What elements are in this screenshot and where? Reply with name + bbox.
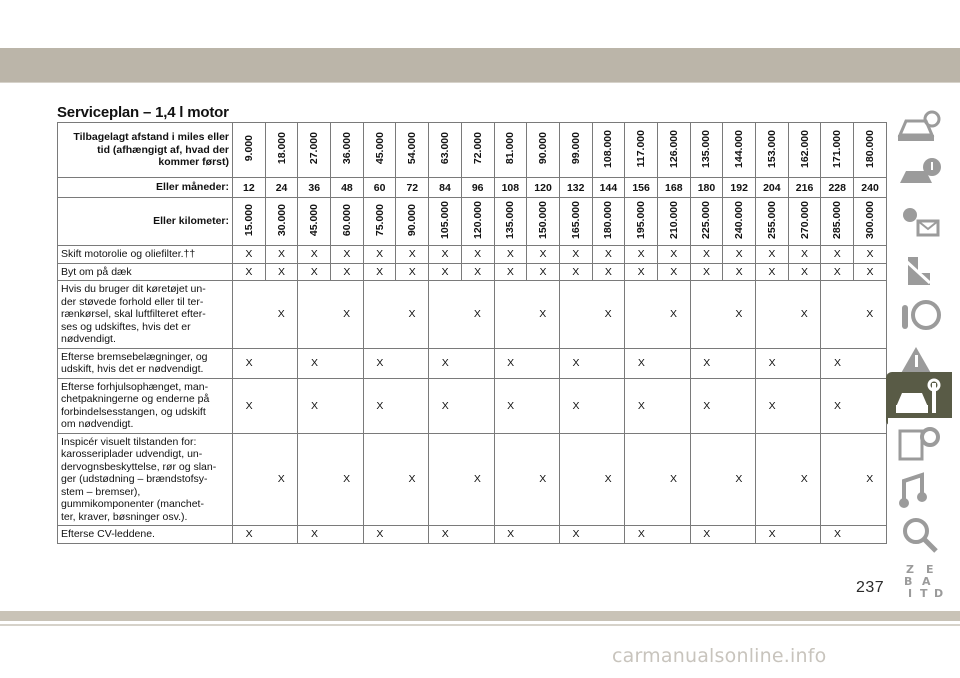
page-number: 237 (856, 579, 885, 596)
miles-value (690, 123, 723, 178)
service-mark: X (331, 433, 364, 526)
service-mark: X (756, 378, 789, 433)
service-mark: X (756, 263, 789, 281)
months-value: 144 (592, 178, 625, 198)
service-mark: X (592, 281, 625, 349)
svg-text:D: D (934, 587, 944, 600)
km-value (592, 198, 625, 246)
service-mark: X (821, 263, 854, 281)
service-mark (331, 526, 364, 544)
months-value: 48 (331, 178, 364, 198)
service-mark: X (494, 526, 527, 544)
service-row (58, 433, 887, 526)
service-mark: X (592, 246, 625, 264)
service-mark: X (788, 281, 821, 349)
km-value-text: 45.000 (308, 203, 321, 237)
service-mark (527, 348, 560, 378)
service-mark (396, 526, 429, 544)
watermark: carmanualsonline.info (612, 645, 827, 667)
miles-value-text: 135.000 (700, 129, 713, 168)
service-mark: X (690, 348, 723, 378)
top-rule (0, 82, 960, 83)
months-value: 96 (461, 178, 494, 198)
service-mark (821, 281, 854, 349)
svg-text:E: E (926, 563, 934, 576)
km-value-text: 255.000 (765, 201, 778, 239)
service-mark: X (461, 263, 494, 281)
service-mark: X (429, 246, 462, 264)
km-value-text: 135.000 (504, 201, 517, 239)
svg-text:Z: Z (906, 563, 914, 576)
service-row (58, 246, 887, 264)
service-mark: X (559, 246, 592, 264)
service-mark: X (625, 246, 658, 264)
service-mark (788, 526, 821, 544)
km-value-text: 150.000 (537, 201, 550, 239)
months-value: 180 (690, 178, 723, 198)
miles-value-text: 171.000 (831, 129, 844, 168)
service-row (58, 263, 887, 281)
page-title: Serviceplan – 1,4 l motor (57, 104, 229, 121)
miles-value-text: 72.000 (471, 132, 484, 165)
service-mark: X (559, 526, 592, 544)
miles-value-text: 9.000 (242, 135, 255, 162)
service-mark: X (756, 348, 789, 378)
service-item-label: Byt om på dæk (58, 263, 233, 281)
km-value (265, 198, 298, 246)
service-mark (233, 433, 266, 526)
service-mark: X (461, 281, 494, 349)
service-mark: X (265, 246, 298, 264)
service-mark: X (494, 348, 527, 378)
service-item-label: Inspicér visuelt tilstanden for: karosseriplader udvendigt, un- dervognsbeskyttelse, rør og slan- ger (udstødning – brændstofsy- stem – bremser), gummikomponenter (manchet- ter, kraver, bøsninger osv.). (58, 433, 233, 526)
service-mark: X (527, 263, 560, 281)
miles-value-text: 90.000 (537, 132, 550, 165)
top-band (0, 48, 960, 82)
km-value-text: 105.000 (438, 201, 451, 239)
service-mark: X (559, 378, 592, 433)
service-mark (723, 378, 756, 433)
miles-value (527, 123, 560, 178)
miles-value-text: 81.000 (504, 132, 517, 165)
service-mark (756, 433, 789, 526)
service-mark (461, 378, 494, 433)
service-mark: X (657, 246, 690, 264)
svg-text:T: T (920, 587, 928, 600)
service-mark (592, 378, 625, 433)
km-value (625, 198, 658, 246)
service-item-label: Efterse bremsebelægninger, og udskift, hvis det er nødvendigt. (58, 348, 233, 378)
service-mark: X (494, 263, 527, 281)
service-mark: X (559, 263, 592, 281)
km-value-text: 30.000 (275, 203, 288, 237)
km-value (657, 198, 690, 246)
km-value-text: 240.000 (733, 201, 746, 239)
miles-header-row (58, 123, 887, 178)
miles-value-text: 180.000 (864, 129, 877, 168)
service-mark: X (527, 246, 560, 264)
service-mark (657, 526, 690, 544)
miles-value (756, 123, 789, 178)
service-item-label: Skift motorolie og oliefilter.†† (58, 246, 233, 264)
service-mark (854, 526, 887, 544)
miles-value (559, 123, 592, 178)
km-value (690, 198, 723, 246)
months-value: 216 (788, 178, 821, 198)
service-mark: X (396, 263, 429, 281)
km-value (494, 198, 527, 246)
miles-value (625, 123, 658, 178)
service-mark (298, 281, 331, 349)
service-item-label: Efterse forhjulsophænget, man- chetpakningerne og enderne på forbindelsesstangen, og udskift om nødvendigt. (58, 378, 233, 433)
service-mark (854, 348, 887, 378)
km-value-text: 300.000 (864, 201, 877, 239)
service-mark (559, 281, 592, 349)
miles-value (592, 123, 625, 178)
service-mark: X (363, 263, 396, 281)
service-mark (690, 281, 723, 349)
svg-text:B: B (904, 575, 913, 588)
service-mark (657, 348, 690, 378)
months-value: 60 (363, 178, 396, 198)
miles-value (461, 123, 494, 178)
miles-value-text: 153.000 (765, 129, 778, 168)
miles-value-text: 108.000 (602, 129, 615, 168)
miles-value (233, 123, 266, 178)
service-mark: X (429, 263, 462, 281)
months-value: 156 (625, 178, 658, 198)
service-row (58, 281, 887, 349)
service-mark: X (821, 378, 854, 433)
service-mark: X (233, 526, 266, 544)
months-value: 36 (298, 178, 331, 198)
service-mark: X (821, 526, 854, 544)
months-value: 72 (396, 178, 429, 198)
service-item-label: Efterse CV-leddene. (58, 526, 233, 544)
miles-value-text: 162.000 (798, 129, 811, 168)
service-mark: X (756, 526, 789, 544)
km-value-text: 210.000 (667, 201, 680, 239)
months-row (58, 178, 887, 198)
service-mark: X (298, 246, 331, 264)
service-mark (527, 526, 560, 544)
service-mark: X (625, 526, 658, 544)
service-mark (461, 526, 494, 544)
km-value-text: 90.000 (406, 203, 419, 237)
service-mark: X (657, 263, 690, 281)
service-mark (265, 348, 298, 378)
service-mark: X (690, 378, 723, 433)
km-value (723, 198, 756, 246)
miles-value (429, 123, 462, 178)
service-mark: X (559, 348, 592, 378)
km-value (331, 198, 364, 246)
months-value: 192 (723, 178, 756, 198)
service-mark: X (494, 246, 527, 264)
service-mark (396, 378, 429, 433)
months-value: 24 (265, 178, 298, 198)
service-mark: X (625, 348, 658, 378)
months-label: Eller måneder: (58, 178, 233, 198)
km-value-text: 270.000 (798, 201, 811, 239)
service-mark: X (429, 526, 462, 544)
months-value: 240 (854, 178, 887, 198)
miles-value (854, 123, 887, 178)
service-mark (723, 348, 756, 378)
km-value (461, 198, 494, 246)
km-value (298, 198, 331, 246)
service-mark: X (592, 263, 625, 281)
km-value (854, 198, 887, 246)
service-mark (592, 348, 625, 378)
service-mark: X (461, 246, 494, 264)
service-mark: X (233, 246, 266, 264)
miles-value (723, 123, 756, 178)
service-mark: X (265, 433, 298, 526)
service-row (58, 348, 887, 378)
service-mark (363, 281, 396, 349)
service-mark (625, 281, 658, 349)
service-mark: X (788, 263, 821, 281)
service-mark: X (265, 281, 298, 349)
km-value (559, 198, 592, 246)
service-mark: X (854, 246, 887, 264)
miles-value (298, 123, 331, 178)
service-mark: X (723, 281, 756, 349)
months-value: 228 (821, 178, 854, 198)
service-mark (657, 378, 690, 433)
service-mark: X (690, 263, 723, 281)
miles-value (396, 123, 429, 178)
service-mark: X (429, 348, 462, 378)
service-mark (625, 433, 658, 526)
service-mark: X (396, 246, 429, 264)
service-mark: X (854, 281, 887, 349)
service-mark: X (396, 433, 429, 526)
service-mark: X (265, 263, 298, 281)
km-value-text: 195.000 (635, 201, 648, 239)
km-value (527, 198, 560, 246)
service-mark (854, 378, 887, 433)
service-mark: X (363, 378, 396, 433)
miles-value-text: 27.000 (308, 132, 321, 165)
months-value: 204 (756, 178, 789, 198)
service-mark: X (461, 433, 494, 526)
service-mark (723, 526, 756, 544)
km-value (821, 198, 854, 246)
miles-value (363, 123, 396, 178)
service-mark (756, 281, 789, 349)
service-row (58, 378, 887, 433)
bottom-rule (0, 624, 960, 626)
service-mark: X (592, 433, 625, 526)
km-value (363, 198, 396, 246)
miles-value (265, 123, 298, 178)
service-mark: X (854, 263, 887, 281)
service-mark: X (723, 246, 756, 264)
service-mark (331, 348, 364, 378)
service-mark (527, 378, 560, 433)
service-mark: X (625, 263, 658, 281)
km-value-text: 225.000 (700, 201, 713, 239)
service-mark (298, 433, 331, 526)
service-mark (396, 348, 429, 378)
miles-value (657, 123, 690, 178)
sidebar-tab-lights-messages[interactable] (888, 196, 960, 250)
service-mark: X (331, 281, 364, 349)
service-mark: X (788, 246, 821, 264)
miles-header-label: Tilbagelagt afstand i miles eller tid (afhængigt af, hvad der kommer først) (58, 123, 233, 178)
service-schedule-table (57, 122, 887, 544)
service-mark: X (690, 526, 723, 544)
service-mark: X (363, 526, 396, 544)
service-mark (821, 433, 854, 526)
sidebar-tab-warning-info[interactable] (888, 148, 960, 202)
miles-value-text: 126.000 (667, 129, 680, 168)
service-mark: X (298, 526, 331, 544)
service-item-label: Hvis du bruger dit køretøjet un- der støvede forhold eller til ter- rænkørsel, skal luftfilteret efter- ses og udskiftes, hvis det er nødvendigt. (58, 281, 233, 349)
service-mark: X (625, 378, 658, 433)
miles-value-text: 45.000 (373, 132, 386, 165)
service-mark: X (233, 348, 266, 378)
service-mark (331, 378, 364, 433)
service-mark (788, 348, 821, 378)
months-value: 12 (233, 178, 266, 198)
service-mark (265, 526, 298, 544)
km-value (788, 198, 821, 246)
miles-value-text: 54.000 (406, 132, 419, 165)
months-value: 84 (429, 178, 462, 198)
service-mark (592, 526, 625, 544)
svg-text:I: I (908, 587, 913, 600)
service-mark: X (298, 378, 331, 433)
miles-value-text: 36.000 (340, 132, 353, 165)
months-value: 132 (559, 178, 592, 198)
service-mark (494, 281, 527, 349)
service-mark: X (363, 348, 396, 378)
service-mark: X (657, 281, 690, 349)
service-mark (429, 433, 462, 526)
service-mark (429, 281, 462, 349)
service-mark: X (657, 433, 690, 526)
service-mark: X (233, 378, 266, 433)
service-mark: X (527, 433, 560, 526)
service-mark: X (854, 433, 887, 526)
service-mark: X (821, 246, 854, 264)
sidebar-tab-alphabetical-index[interactable] (888, 556, 960, 610)
km-value-text: 60.000 (340, 203, 353, 237)
service-row (58, 526, 887, 544)
service-mark (233, 281, 266, 349)
service-mark: X (723, 433, 756, 526)
km-value-text: 120.000 (471, 201, 484, 239)
miles-value (788, 123, 821, 178)
km-row (58, 198, 887, 246)
months-value: 108 (494, 178, 527, 198)
service-mark: X (298, 348, 331, 378)
miles-value (331, 123, 364, 178)
km-value (756, 198, 789, 246)
service-mark: X (233, 263, 266, 281)
svg-text:A: A (922, 575, 931, 588)
service-mark: X (331, 246, 364, 264)
service-mark (363, 433, 396, 526)
service-mark: X (756, 246, 789, 264)
service-mark (559, 433, 592, 526)
service-mark: X (690, 246, 723, 264)
km-value-text: 180.000 (602, 201, 615, 239)
months-value: 120 (527, 178, 560, 198)
bottom-band (0, 611, 960, 621)
service-mark (690, 433, 723, 526)
service-mark: X (821, 348, 854, 378)
service-mark: X (363, 246, 396, 264)
sidebar-tab-dashboard-lights[interactable] (888, 100, 960, 154)
service-mark (494, 433, 527, 526)
service-mark (265, 378, 298, 433)
months-value: 168 (657, 178, 690, 198)
km-label: Eller kilometer: (58, 198, 233, 246)
service-mark (788, 378, 821, 433)
km-value (396, 198, 429, 246)
miles-value-text: 18.000 (275, 132, 288, 165)
miles-value-text: 144.000 (733, 129, 746, 168)
service-mark: X (527, 281, 560, 349)
service-mark: X (788, 433, 821, 526)
miles-value-text: 63.000 (438, 132, 451, 165)
km-value-text: 15.000 (242, 203, 255, 237)
km-value (429, 198, 462, 246)
service-mark: X (723, 263, 756, 281)
service-mark: X (298, 263, 331, 281)
miles-value-text: 117.000 (635, 129, 648, 168)
miles-value (821, 123, 854, 178)
service-mark (461, 348, 494, 378)
km-value (233, 198, 266, 246)
km-value-text: 285.000 (831, 201, 844, 239)
miles-value-text: 99.000 (569, 132, 582, 165)
service-mark: X (396, 281, 429, 349)
km-value-text: 165.000 (569, 201, 582, 239)
km-value-text: 75.000 (373, 203, 386, 237)
service-mark: X (494, 378, 527, 433)
service-mark: X (429, 378, 462, 433)
miles-value (494, 123, 527, 178)
service-mark: X (331, 263, 364, 281)
